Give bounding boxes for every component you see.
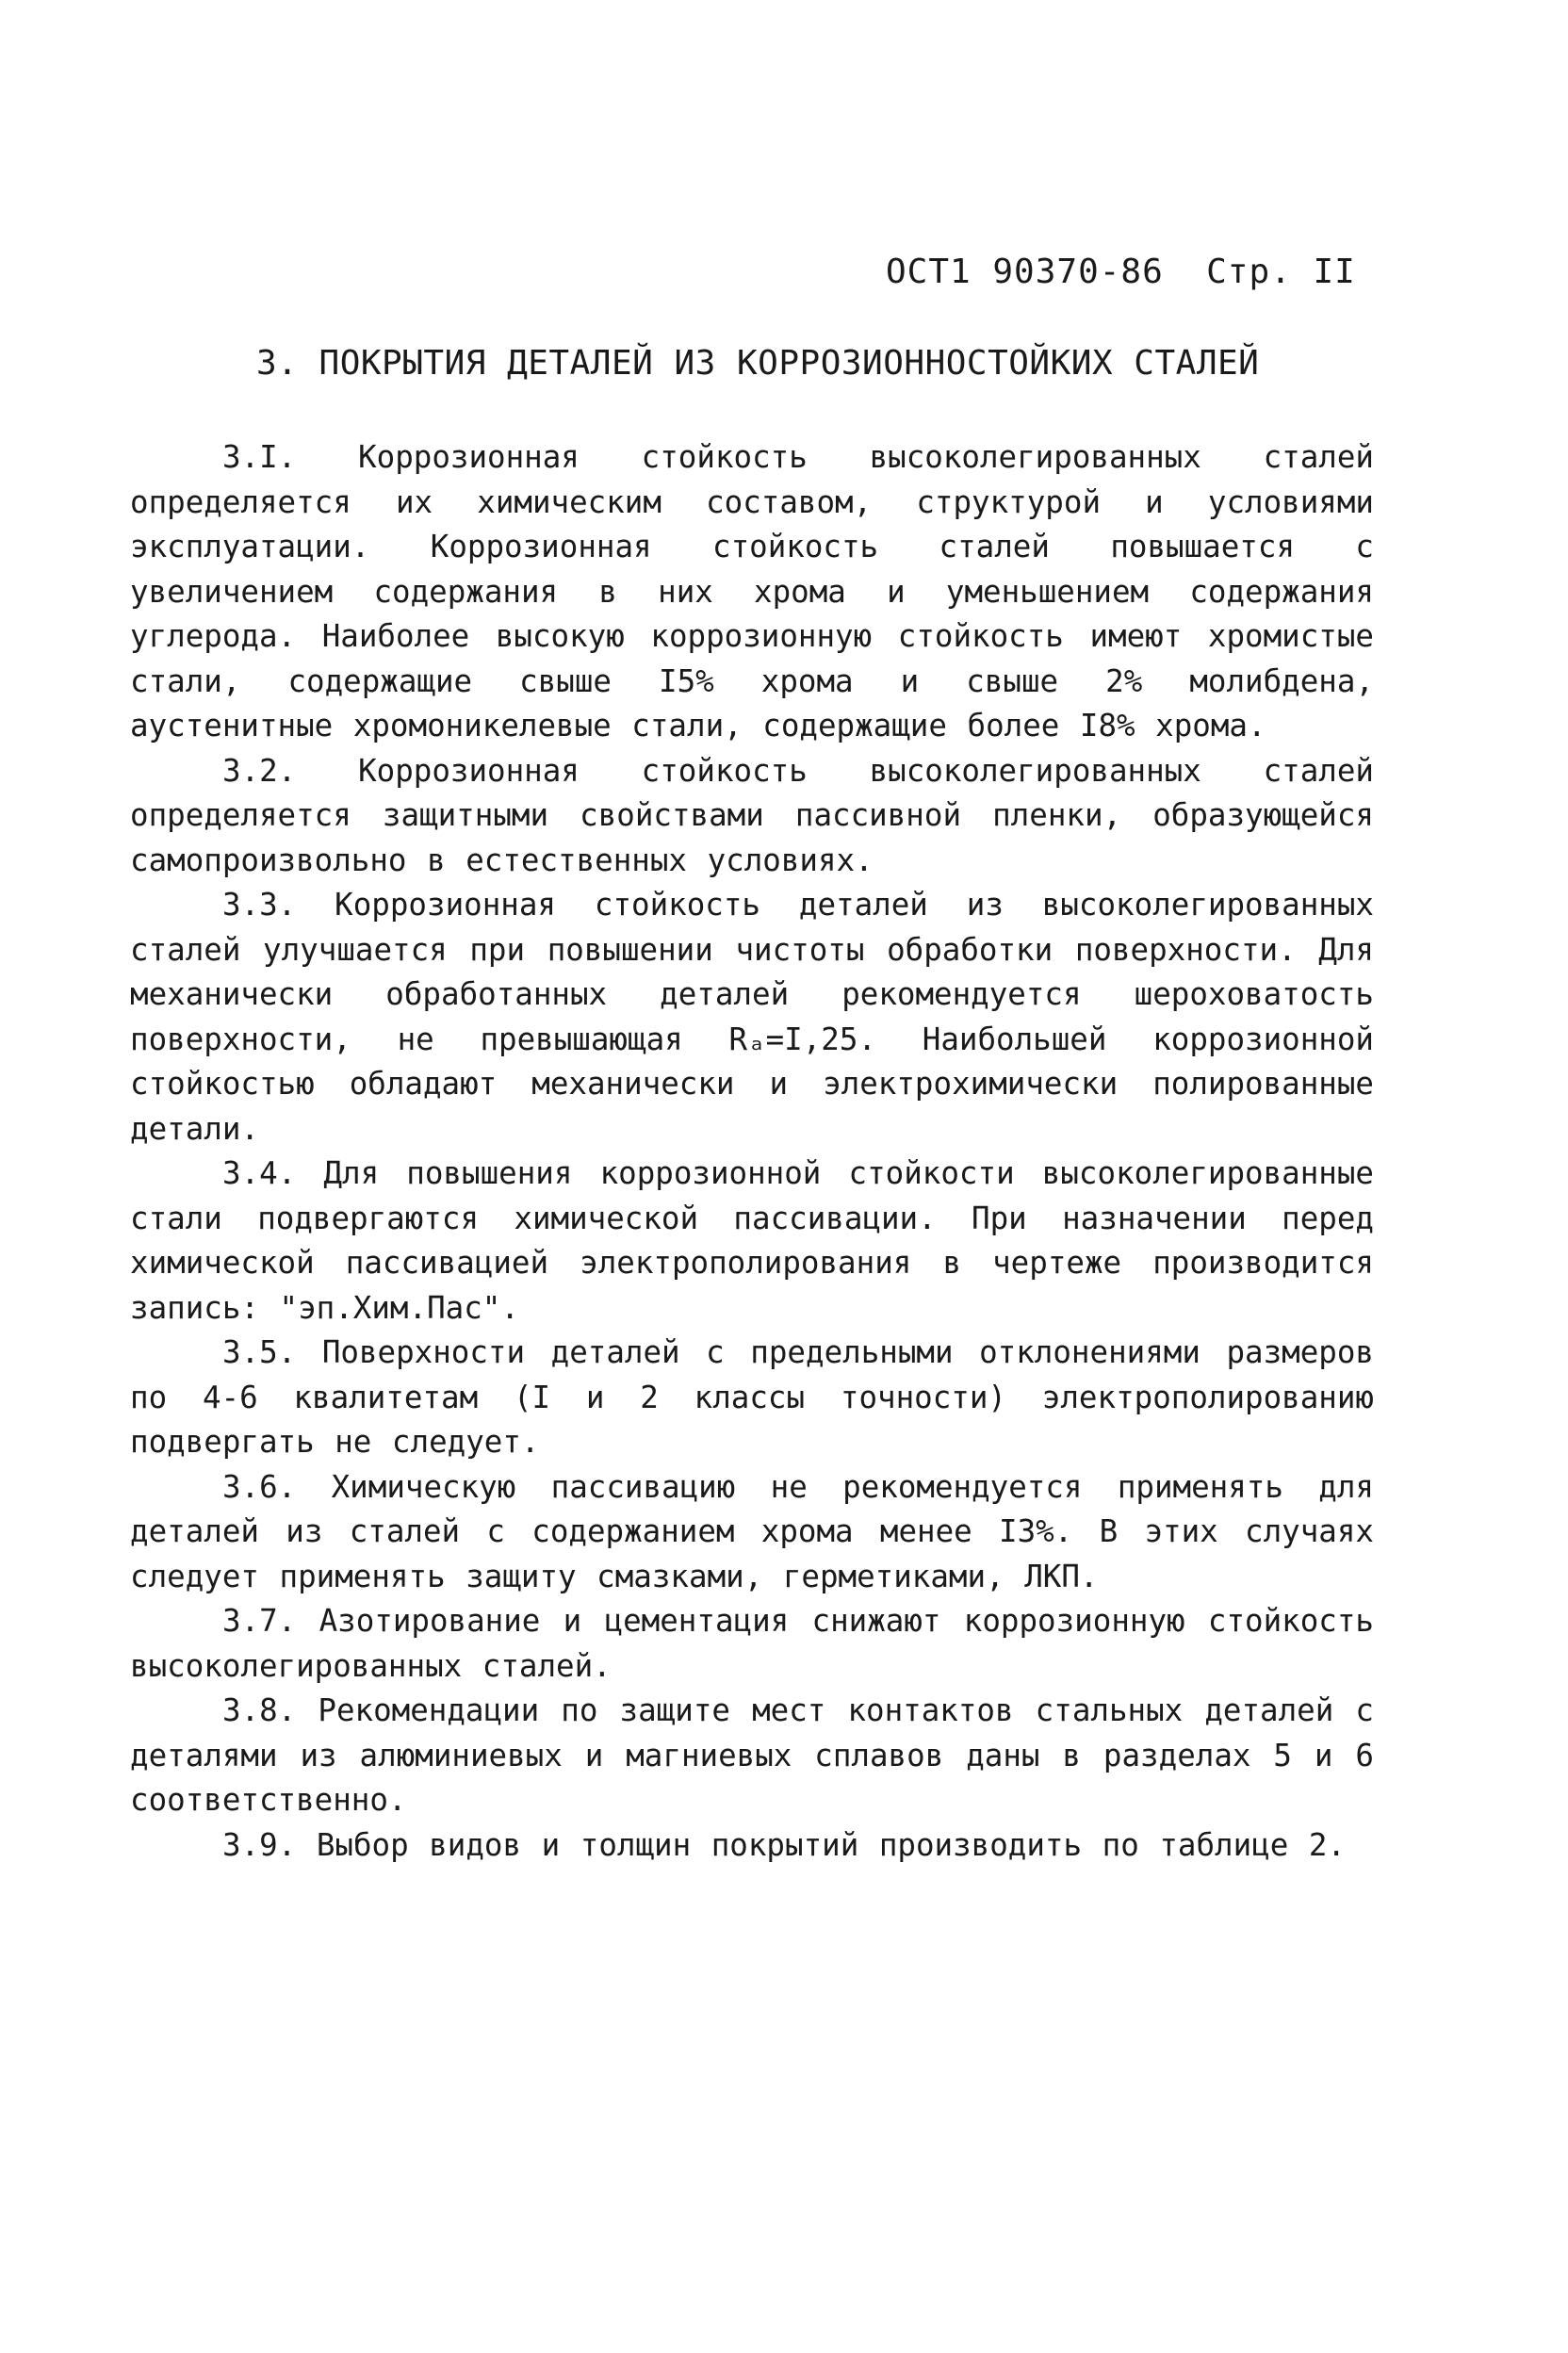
paragraph-3-8: 3.8. Рекомендации по защите мест контактов стальных деталей с деталями из алюминиевых и магниевых сплавов даны в разделах 5 и 6 соответственно. [130, 1692, 1374, 1818]
page-number: Стр. II [1206, 253, 1356, 291]
paragraph-3-4: 3.4. Для повышения коррозионной стойкости высоколегированные стали подвергаются химической пассивации. При назначении перед химической пассивацией электрополирования в чертеже производится запись: "эп.Хим.Пас". [130, 1155, 1374, 1326]
doc-code: ОСТ1 90370-86 [886, 253, 1164, 291]
section-title: 3. ПОКРЫТИЯ ДЕТАЛЕЙ ИЗ КОРРОЗИОННОСТОЙКИХ СТАЛЕЙ [256, 344, 1260, 383]
paragraph-3-9: 3.9. Выбор видов и толщин покрытий производить по таблице 2. [222, 1826, 1346, 1863]
paragraph-3-1: 3.I. Коррозионная стойкость высоколегированных сталей определяется их химическим составом, структурой и условиями эксплуатации. Коррозионная стойкость сталей повышается с увеличением содержания в них хрома и уменьшением содержания углерода. Наиболее высокую коррозионную стойкость имеют хромистые стали, содержащие свыше I5% хрома и свыше 2% молибдена, аустенитные хромоникелевые стали, содержащие более I8% хрома. [130, 439, 1374, 743]
paragraph-3-7: 3.7. Азотирование и цементация снижают коррозионную стойкость высоколегированных сталей. [130, 1603, 1374, 1684]
page-header [886, 253, 1356, 291]
paragraph-3-3: 3.3. Коррозионная стойкость деталей из высоколегированных сталей улучшается при повышении чистоты обработки поверхности. Для механически обработанных деталей рекомендуется шероховатость поверхности, не превышающая Rₐ=I,25. Наибольшей коррозионной стойкостью обладают механически и электрохимически полированные детали. [130, 887, 1374, 1147]
paragraph-3-6: 3.6. Химическую пассивацию не рекомендуется применять для деталей из сталей с содержанием хрома менее I3%. В этих случаях следует применять защиту смазками, герметиками, ЛКП. [130, 1468, 1374, 1594]
section-body [130, 435, 1374, 1868]
paragraph-3-5: 3.5. Поверхности деталей с предельными отклонениями размеров по 4-6 квалитетам (I и 2 классы точности) электрополированию подвергать не следует. [130, 1334, 1374, 1460]
paragraph-3-2: 3.2. Коррозионная стойкость высоколегированных сталей определяется защитными свойствами пассивной пленки, образующейся самопроизвольно в естественных условиях. [130, 752, 1374, 878]
